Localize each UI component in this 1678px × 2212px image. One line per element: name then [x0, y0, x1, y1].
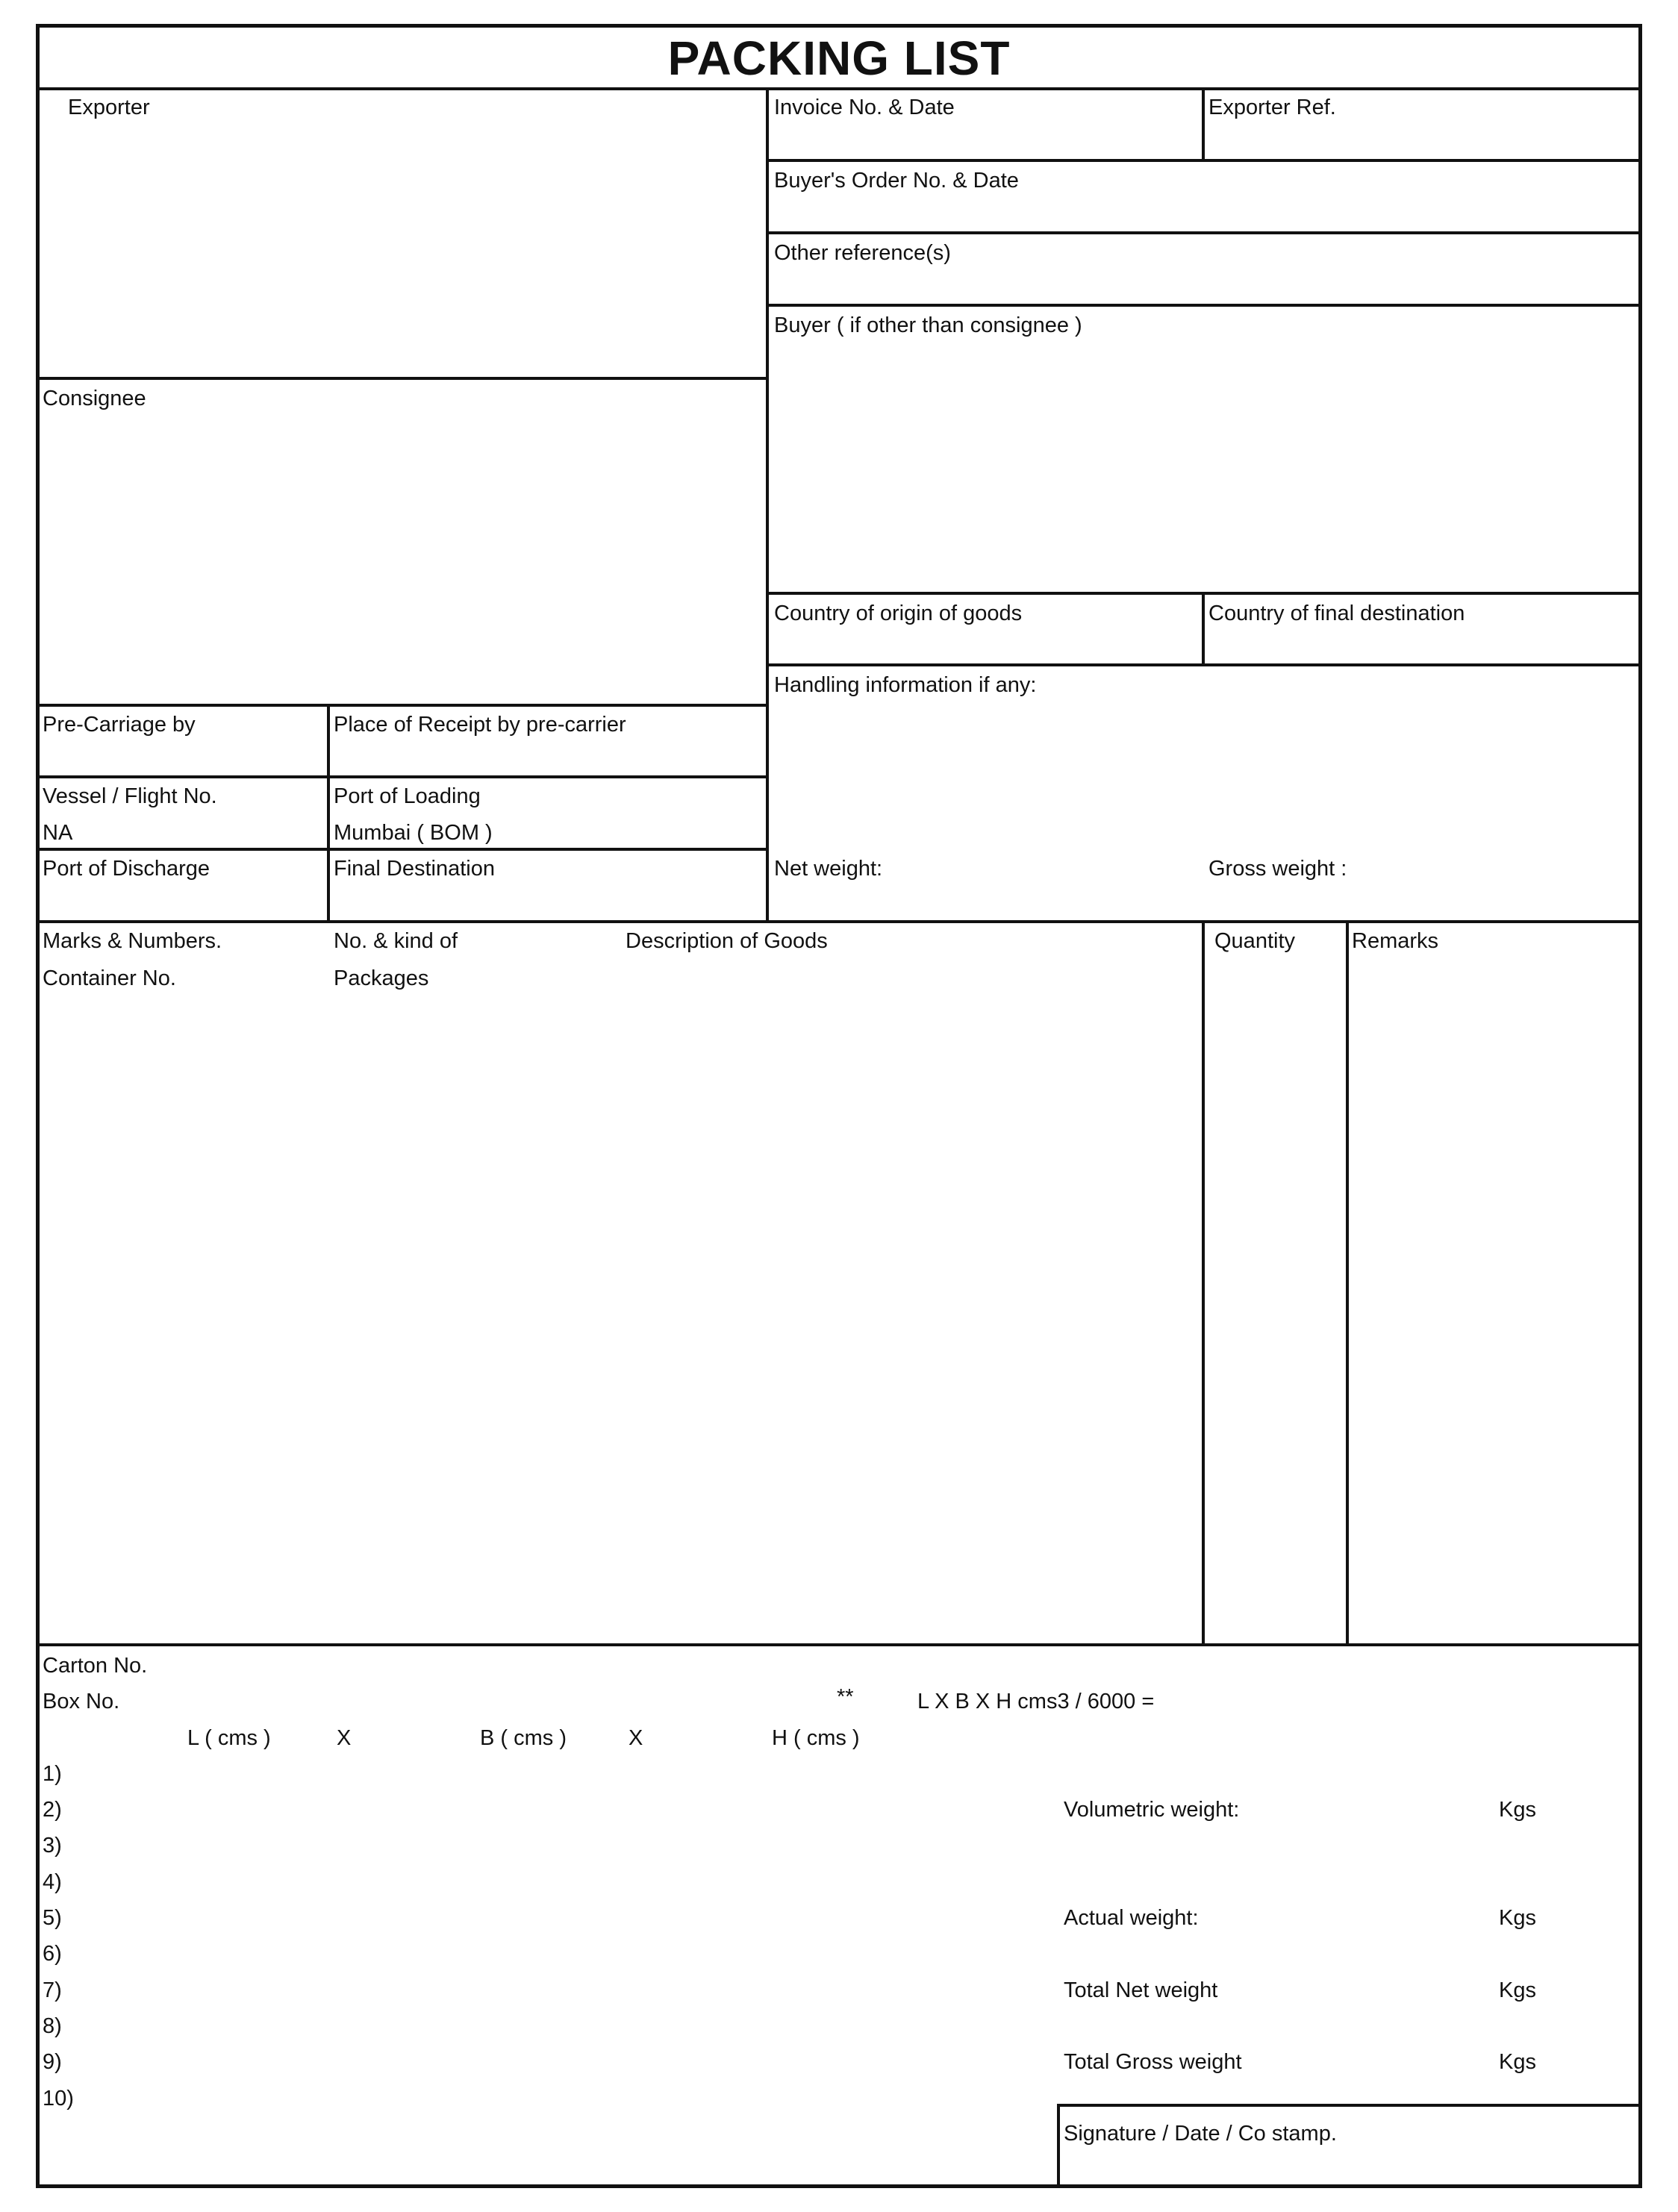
grid-line — [769, 304, 1638, 307]
buyer-label: Buyer ( if other than consignee ) — [774, 313, 1082, 337]
signature-label: Signature / Date / Co stamp. — [1064, 2122, 1337, 2146]
actual-weight-label: Actual weight: — [1064, 1906, 1199, 1930]
other-references-label: Other reference(s) — [774, 241, 951, 265]
carton-row-number: 9) — [43, 2050, 62, 2074]
packages-label-2: Packages — [334, 966, 429, 990]
pre-carriage-label: Pre-Carriage by — [43, 713, 196, 737]
total-gross-weight-label: Total Gross weight — [1064, 2050, 1242, 2074]
stars-mark: ** — [837, 1685, 854, 1709]
kgs-unit: Kgs — [1499, 1906, 1536, 1930]
kgs-unit: Kgs — [1499, 1798, 1536, 1822]
vessel-flight-label: Vessel / Flight No. — [43, 784, 217, 808]
breadth-header: B ( cms ) — [480, 1726, 567, 1750]
buyers-order-label: Buyer's Order No. & Date — [774, 169, 1019, 193]
length-header: L ( cms ) — [187, 1726, 271, 1750]
gross-weight-label: Gross weight : — [1208, 857, 1347, 881]
carton-row-number: 6) — [43, 1942, 62, 1966]
grid-line — [40, 704, 769, 707]
carton-no-label: Carton No. — [43, 1654, 148, 1678]
description-goods-label: Description of Goods — [626, 929, 828, 953]
packing-list-form — [36, 24, 1642, 2188]
grid-line — [1346, 920, 1349, 1645]
carton-row-number: 3) — [43, 1834, 62, 1858]
grid-line — [766, 87, 769, 923]
port-loading-label: Port of Loading — [334, 784, 481, 808]
quantity-label: Quantity — [1214, 929, 1295, 953]
volumetric-formula: L X B X H cms3 / 6000 = — [917, 1690, 1155, 1713]
grid-line — [769, 231, 1638, 234]
times-sign-1: X — [337, 1726, 352, 1750]
carton-row-number: 7) — [43, 1978, 62, 2002]
grid-line — [1202, 920, 1205, 1645]
carton-row-number: 10) — [43, 2087, 74, 2111]
port-loading-value: Mumbai ( BOM ) — [334, 821, 493, 845]
packages-label-1: No. & kind of — [334, 929, 458, 953]
grid-line — [40, 1643, 1638, 1646]
grid-line — [327, 704, 330, 922]
carton-row-number: 1) — [43, 1762, 62, 1786]
box-no-label: Box No. — [43, 1690, 120, 1713]
marks-numbers-label: Marks & Numbers. — [43, 929, 222, 953]
kgs-unit: Kgs — [1499, 1978, 1536, 2002]
height-header: H ( cms ) — [772, 1726, 860, 1750]
port-discharge-label: Port of Discharge — [43, 857, 210, 881]
grid-line — [1058, 2104, 1638, 2107]
exporter-ref-label: Exporter Ref. — [1208, 96, 1336, 119]
carton-row-number: 4) — [43, 1870, 62, 1894]
times-sign-2: X — [629, 1726, 643, 1750]
exporter-label: Exporter — [68, 96, 150, 119]
final-destination-label: Final Destination — [334, 857, 495, 881]
remarks-label: Remarks — [1352, 929, 1439, 953]
consignee-label: Consignee — [43, 387, 146, 410]
document-title: PACKING LIST — [667, 31, 1011, 85]
country-origin-label: Country of origin of goods — [774, 602, 1023, 625]
carton-row-number: 2) — [43, 1798, 62, 1822]
grid-line — [40, 848, 769, 851]
vessel-flight-value: NA — [43, 821, 73, 845]
grid-line — [40, 87, 1638, 90]
invoice-no-date-label: Invoice No. & Date — [774, 96, 955, 119]
kgs-unit: Kgs — [1499, 2050, 1536, 2074]
total-net-weight-label: Total Net weight — [1064, 1978, 1218, 2002]
volumetric-weight-label: Volumetric weight: — [1064, 1798, 1240, 1822]
carton-row-number: 8) — [43, 2014, 62, 2038]
grid-line — [40, 775, 769, 778]
grid-line — [1202, 592, 1205, 665]
carton-row-number: 5) — [43, 1906, 62, 1930]
grid-line — [1057, 2104, 1060, 2184]
handling-info-label: Handling information if any: — [774, 673, 1037, 697]
net-weight-label: Net weight: — [774, 857, 883, 881]
grid-line — [40, 920, 1638, 923]
place-receipt-label: Place of Receipt by pre-carrier — [334, 713, 626, 737]
grid-line — [1202, 87, 1205, 160]
grid-line — [40, 377, 769, 380]
country-destination-label: Country of final destination — [1208, 602, 1465, 625]
container-no-label: Container No. — [43, 966, 176, 990]
